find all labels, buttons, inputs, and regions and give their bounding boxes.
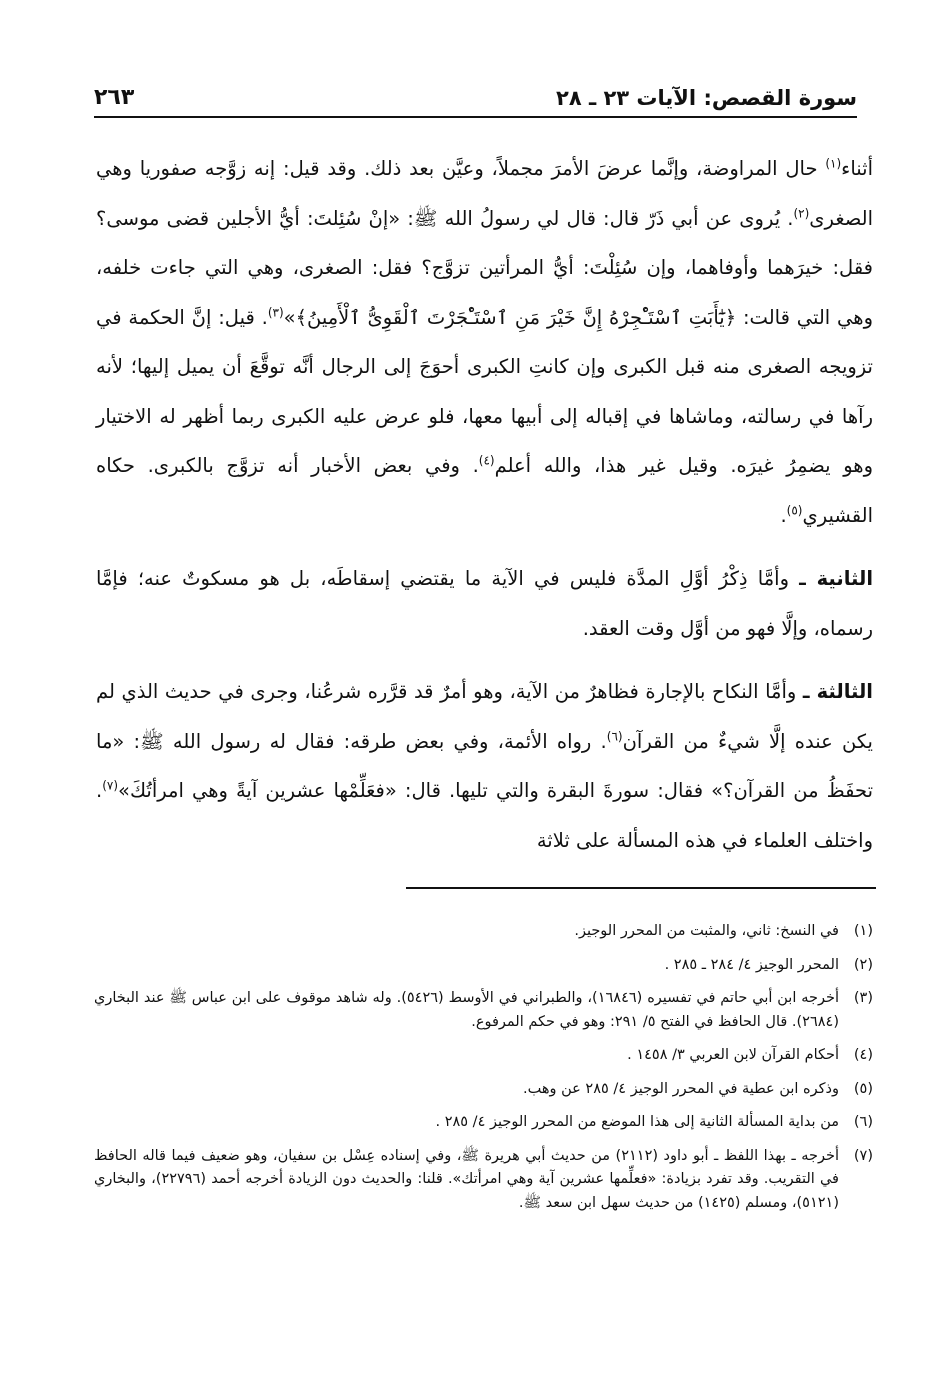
footnote-number: (٥)	[853, 1080, 873, 1097]
running-title: سورة القصص: الآيات ٢٣ ـ ٢٨	[556, 86, 857, 110]
footnote-separator	[406, 887, 876, 889]
text-run: . رواه الأئمة، وفي بعض طرقه: فقال له رسول الله ﷺ: «ما تحفَظُ من القرآن؟» فقال: سورةَ البقرة والتي تليها. قال: «فعَلِّمْها عشرين آيةً وهي امرأتُكَ»	[96, 729, 873, 802]
footnote-text: أخرجه ابن أبي حاتم في تفسيره (١٦٨٤٦)، والطبراني في الأوسط (٥٤٢٦). وله شاهد موقوف على ابن عباس ﷺ عند البخاري (٢٦٨٤). قال الحافظ في الفتح ٥/ ٢٩١: وهو في حكم المرفوع.	[94, 990, 839, 1030]
footnote-text: أحكام القرآن لابن العربي ٣/ ١٤٥٨ .	[627, 1047, 839, 1063]
footnote-number: (٢)	[853, 956, 873, 973]
footnote-number: (٦)	[853, 1114, 873, 1130]
footnote-ref[interactable]: (٧)	[102, 778, 119, 793]
footnote-text: المحرر الوجيز ٤/ ٢٨٤ ـ ٢٨٥ .	[664, 956, 839, 973]
footnote-text: وذكره ابن عطية في المحرر الوجيز ٤/ ٢٨٥ عن وهب.	[523, 1080, 839, 1097]
paragraph-3	[96, 667, 873, 865]
footnote-ref[interactable]: (٥)	[786, 503, 803, 517]
footnote-ref[interactable]: (٦)	[606, 729, 623, 743]
issue-heading: الثالثة ـ	[802, 680, 873, 703]
issue-heading: الثانية ـ	[799, 567, 873, 590]
footnote-number: (٣)	[853, 990, 873, 1006]
text-run: وأمَّا النكاح بالإجارة فظاهرٌ من الآية، وهو أمرٌ قد قرَّره شرعُنا، وجرى في حديث الذي لم يكن عنده إلَّا شيءٌ من القرآن	[96, 680, 873, 753]
footnote-number: (١)	[853, 923, 873, 939]
text-run: . وفي بعض الأخبار أنه تزوَّج بالكبرى. حكاه القشيري	[96, 454, 873, 527]
text-run: .	[780, 503, 787, 527]
header-rule	[94, 116, 857, 118]
footnote-ref[interactable]: (٤)	[478, 453, 495, 468]
text-run: أثناء	[841, 157, 873, 180]
footnote-item	[94, 954, 873, 978]
footnote-ref[interactable]: (١)	[825, 156, 842, 171]
text-run: . قيل: إنَّ الحكمة في تزويجه الصغرى منه قبل الكبرى وإن كانتِ الكبرى أحوَجَ إلى الرجال أنَّه توقَّعَ أن يميل إليها؛ لأنه رآها في رسالته، وماشاها في إقباله إلى أبيها معها، فلو عرض عليه الكبرى ربما أظهر له الاختيار وهو يضمِرُ غيرَه. وقيل غير هذا، والله أعلم	[96, 305, 873, 477]
footnotes	[94, 920, 873, 1225]
paragraph-2	[96, 554, 873, 653]
footnote-number: (٤)	[853, 1047, 873, 1063]
footnote-text: من بداية المسألة الثانية إلى هذا الموضع من المحرر الوجيز ٤/ ٢٨٥ .	[435, 1114, 839, 1130]
footnote-item	[94, 1044, 873, 1068]
running-head	[94, 70, 857, 110]
footnote-ref[interactable]: (٣)	[267, 305, 284, 319]
page-number: ٢٦٣	[94, 85, 135, 110]
footnote-item	[94, 1145, 873, 1216]
footnote-number: (٧)	[853, 1147, 873, 1164]
text-run: وأمَّا ذِكْرُ أوَّلِ المدَّة فليس في الآية ما يقتضي إسقاطَه، بل هو مسكوتٌ عنه؛ فإمَّا رسماه، وإلَّا فهو من أوَّل وقت العقد.	[96, 567, 873, 640]
footnote-item	[94, 987, 873, 1034]
text-run: . واختلف العلماء في هذه المسألة على ثلاثة	[96, 779, 873, 852]
footnote-ref[interactable]: (٢)	[793, 206, 810, 220]
main-text	[96, 144, 873, 879]
footnote-item	[94, 920, 873, 944]
footnote-text: أخرجه ـ بهذا اللفظ ـ أبو داود (٢١١٢) من حديث أبي هريرة ﷺ، وفي إسناده عِسْل بن سفيان، وهو ضعيف فيما قاله الحافظ في التقريب. وقد تفرد بزيادة: «فعلِّمها عشرين آية وهي امرأتك». قلنا: والحديث دون الزيادة أخرجه أحمد (٢٢٧٩٦)، والبخاري (٥١٢١)، ومسلم (١٤٢٥) من حديث سهل ابن سعد ﷺ.	[94, 1147, 839, 1211]
footnote-text: في النسخ: ثاني، والمثبت من المحرر الوجيز.	[574, 923, 839, 939]
text-run: . يُروى عن أبي ذَرّ قال: قال لي رسولُ الله ﷺ: «إنْ سُئِلتَ: أيُّ الأجلين قضى موسى؟ فقل: خيرَهما وأوفاهما، وإن سُئِلْتَ: أيُّ المرأتين تزوَّج؟ فقل: الصغرى، وهي التي جاءت خلفه، وهي التي قالت: ﴿يَٰٓأَبَتِ ٱسْتَـْٔجِرْهُ إِنَّ خَيْرَ مَنِ ٱسْتَـْٔجَرْتَ ٱلْقَوِىُّ ٱلْأَمِينُ﴾»	[96, 206, 873, 329]
text-run: حال المراوضة، وإنَّما عرضَ الأمرَ مجملاً، وعيَّن بعد ذلك. وقد قيل: إنه زوَّجه صفوريا وهي الصغرى	[96, 157, 873, 230]
footnote-item	[94, 1111, 873, 1135]
footnote-item	[94, 1078, 873, 1102]
paragraph-1	[96, 144, 873, 540]
